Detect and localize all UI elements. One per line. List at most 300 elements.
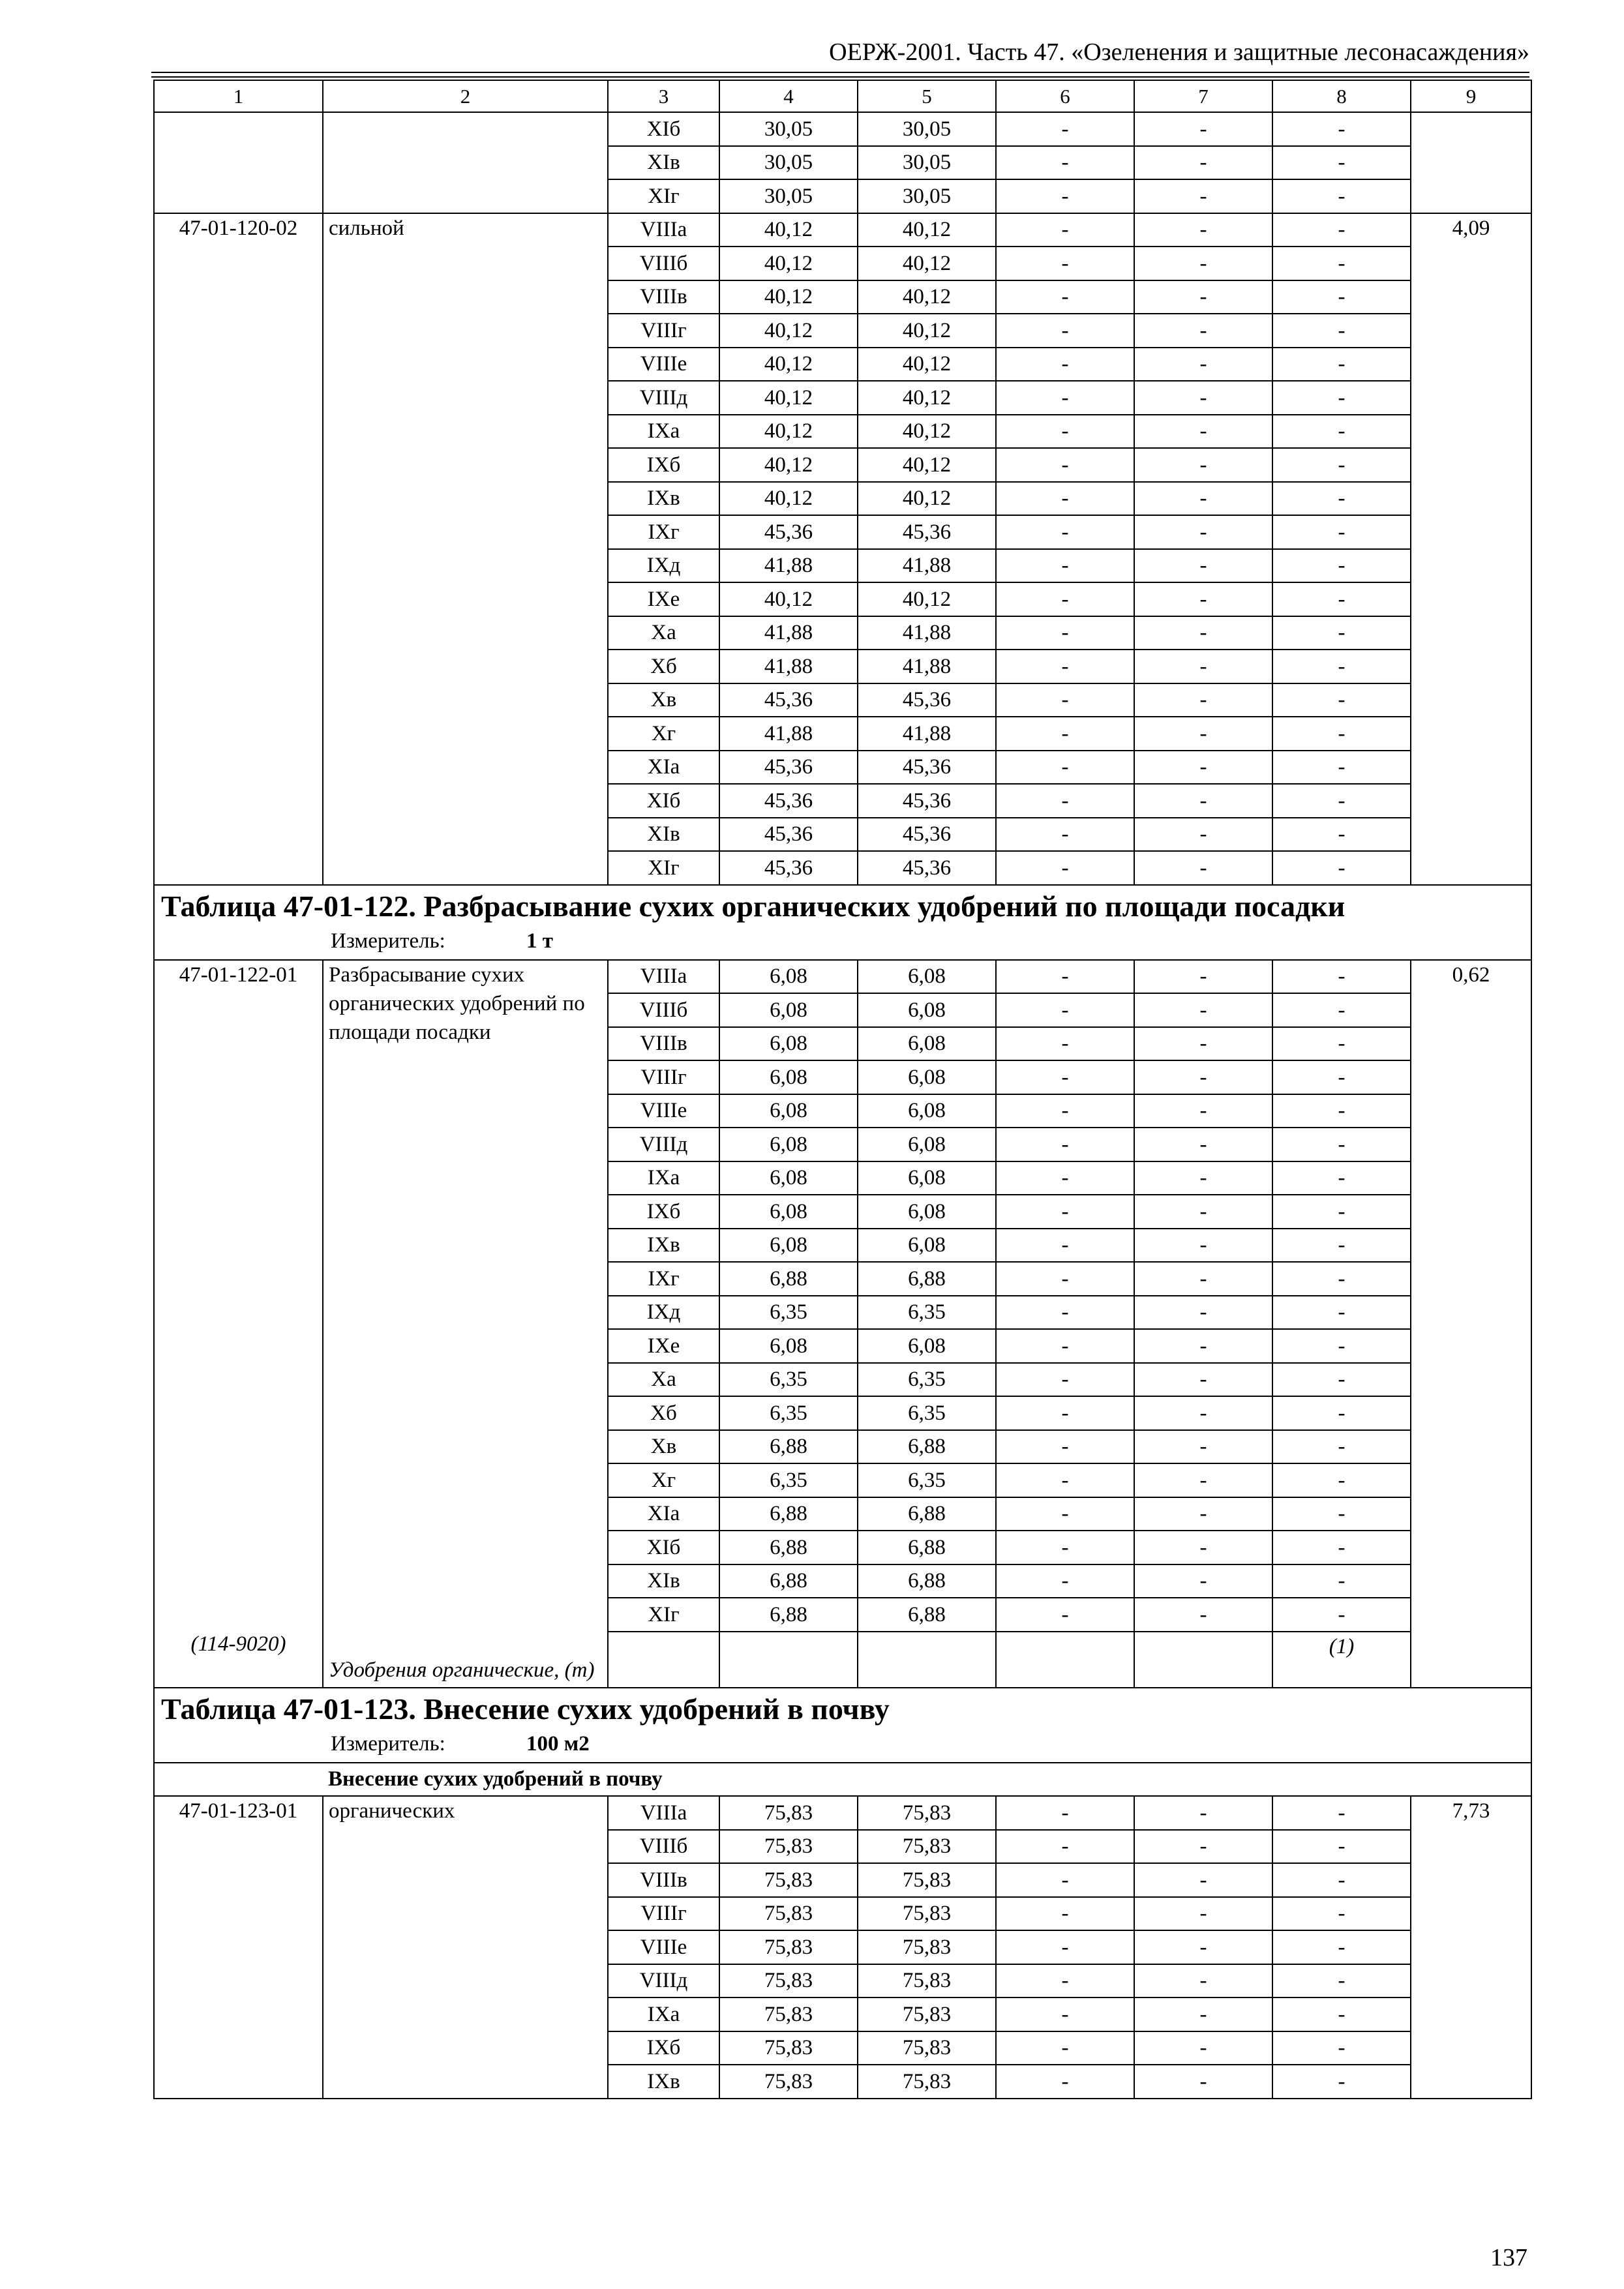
value-cell: 6,88 <box>719 1531 858 1564</box>
value-cell: 30,05 <box>719 146 858 180</box>
zone-cell: XIв <box>608 146 719 180</box>
value-cell: - <box>996 549 1134 583</box>
value-cell: 40,12 <box>858 582 996 616</box>
value-cell: - <box>1134 582 1272 616</box>
zone-cell: IXб <box>608 2031 719 2065</box>
value-cell: - <box>1272 717 1411 751</box>
zone-cell: IXг <box>608 515 719 549</box>
column-number: 4 <box>719 80 858 112</box>
value-cell: - <box>1272 348 1411 382</box>
value-cell: - <box>1134 1430 1272 1464</box>
value-cell: - <box>1272 851 1411 885</box>
value-cell: 41,88 <box>719 717 858 751</box>
value-cell: - <box>1134 1329 1272 1363</box>
value-cell: 75,83 <box>858 2065 996 2099</box>
value-cell: - <box>996 683 1134 717</box>
value-cell: 75,83 <box>719 1964 858 1998</box>
resource-value: 0,62 <box>1411 960 1531 1688</box>
value-cell: - <box>996 1531 1134 1564</box>
value-cell: - <box>1134 784 1272 818</box>
header-rule-double <box>151 76 1529 78</box>
norm-description-text: Разбрасывание сухих органических удобрений по площади посадки <box>329 963 585 1044</box>
zone-cell: XIб <box>608 1531 719 1564</box>
value-cell: 40,12 <box>858 348 996 382</box>
value-cell: - <box>996 515 1134 549</box>
value-cell: - <box>1134 1796 1272 1830</box>
column-number: 2 <box>323 80 608 112</box>
value-cell: - <box>1134 314 1272 348</box>
value-cell: 45,36 <box>858 784 996 818</box>
value-cell: 6,08 <box>858 1161 996 1195</box>
value-cell: - <box>996 314 1134 348</box>
value-cell: - <box>1134 1161 1272 1195</box>
value-cell: - <box>996 960 1134 994</box>
value-cell: - <box>996 851 1134 885</box>
norm-code <box>154 112 323 213</box>
value-cell: - <box>1272 1531 1411 1564</box>
value-cell: - <box>1134 2065 1272 2099</box>
norm-description: органических <box>323 1796 608 2099</box>
measure-value: 100 м2 <box>526 1731 590 1756</box>
value-cell: - <box>1272 280 1411 314</box>
value-cell: - <box>996 818 1134 852</box>
value-cell: - <box>1272 1262 1411 1296</box>
zone-cell: Xв <box>608 1430 719 1464</box>
value-cell: 40,12 <box>858 314 996 348</box>
zone-cell: IXе <box>608 1329 719 1363</box>
value-cell: - <box>1134 1930 1272 1964</box>
value-cell: - <box>996 1830 1134 1864</box>
value-cell: 75,83 <box>858 2031 996 2065</box>
value-cell: 75,83 <box>719 1897 858 1931</box>
zone-cell: VIIIв <box>608 1863 719 1897</box>
value-cell: - <box>1134 112 1272 146</box>
value-cell: - <box>996 381 1134 415</box>
subheading-row <box>154 1763 1531 1797</box>
zone-cell: VIIIб <box>608 247 719 280</box>
zone-cell: IXд <box>608 1296 719 1330</box>
norm-code-text: 47-01-122-01 <box>179 963 298 987</box>
value-cell: - <box>996 482 1134 516</box>
zone-cell: VIIIг <box>608 1897 719 1931</box>
value-cell: 40,12 <box>719 280 858 314</box>
value-cell: - <box>1272 1195 1411 1229</box>
table-title-row <box>154 1688 1531 1763</box>
value-cell: - <box>996 112 1134 146</box>
value-cell: - <box>1272 960 1411 994</box>
zone-cell: XIв <box>608 1564 719 1598</box>
value-cell: - <box>1272 448 1411 482</box>
value-cell: 40,12 <box>858 247 996 280</box>
value-cell: - <box>996 1094 1134 1128</box>
table-row <box>154 1796 1531 1830</box>
value-cell: - <box>1272 1363 1411 1397</box>
value-cell: 6,35 <box>719 1463 858 1497</box>
value-cell: 6,08 <box>858 1060 996 1094</box>
value-cell: - <box>1272 482 1411 516</box>
value-cell: 45,36 <box>719 751 858 785</box>
zone-cell: IXб <box>608 1195 719 1229</box>
value-cell: - <box>1272 683 1411 717</box>
value-cell: - <box>996 784 1134 818</box>
value-cell: 30,05 <box>719 112 858 146</box>
value-cell: 40,12 <box>719 247 858 280</box>
resource-description: Удобрения органические, (т) <box>329 1658 595 1682</box>
value-cell: - <box>1272 1863 1411 1897</box>
norm-code <box>154 960 323 1688</box>
value-cell: - <box>996 415 1134 449</box>
value-cell: - <box>1134 1897 1272 1931</box>
column-number: 8 <box>1272 80 1411 112</box>
value-cell: 75,83 <box>719 2031 858 2065</box>
value-cell: - <box>996 1027 1134 1061</box>
value-cell: - <box>1272 247 1411 280</box>
value-cell: 6,35 <box>719 1396 858 1430</box>
value-cell: - <box>996 1296 1134 1330</box>
zone-cell: VIIIе <box>608 1094 719 1128</box>
value-cell: - <box>1134 818 1272 852</box>
value-cell: - <box>1134 960 1272 994</box>
value-cell: - <box>1134 1497 1272 1531</box>
value-cell: - <box>996 1997 1134 2031</box>
value-cell: 40,12 <box>858 448 996 482</box>
value-cell: - <box>996 1463 1134 1497</box>
value-cell: - <box>1272 515 1411 549</box>
value-cell: - <box>1134 1296 1272 1330</box>
column-number: 9 <box>1411 80 1531 112</box>
value-cell: 6,88 <box>858 1262 996 1296</box>
value-cell: - <box>1134 448 1272 482</box>
zone-cell: IXа <box>608 1997 719 2031</box>
measure-label: Измеритель: <box>331 1731 445 1756</box>
zone-cell: IXв <box>608 2065 719 2099</box>
value-cell: 6,88 <box>858 1497 996 1531</box>
resource-code: (114-9020) <box>190 1632 286 1656</box>
column-number: 5 <box>858 80 996 112</box>
zone-cell: VIIIб <box>608 1830 719 1864</box>
value-cell: 6,08 <box>719 1329 858 1363</box>
value-cell: - <box>1272 1497 1411 1531</box>
zone-cell: VIIIв <box>608 280 719 314</box>
value-cell: - <box>1272 1598 1411 1632</box>
value-cell: 75,83 <box>858 1964 996 1998</box>
value-cell: - <box>1134 179 1272 213</box>
zone-cell: Xб <box>608 650 719 683</box>
value-cell: - <box>1272 1430 1411 1464</box>
value-cell: - <box>1272 1564 1411 1598</box>
zone-cell: Xв <box>608 683 719 717</box>
value-cell: - <box>1272 751 1411 785</box>
value-cell: - <box>996 1363 1134 1397</box>
value-cell: 45,36 <box>858 818 996 852</box>
value-cell: 45,36 <box>719 851 858 885</box>
value-cell: 6,08 <box>719 1128 858 1161</box>
value-cell: - <box>1134 482 1272 516</box>
norms-table-body <box>154 80 1531 2099</box>
value-cell: 6,88 <box>858 1430 996 1464</box>
value-cell: - <box>996 2031 1134 2065</box>
value-cell: 45,36 <box>858 851 996 885</box>
header-rule <box>151 72 1529 73</box>
value-cell: 6,08 <box>858 960 996 994</box>
value-cell: - <box>1134 1363 1272 1397</box>
value-cell: 75,83 <box>858 1897 996 1931</box>
zone-cell: IXб <box>608 448 719 482</box>
value-cell: - <box>1134 1094 1272 1128</box>
value-cell: 6,88 <box>719 1598 858 1632</box>
page-header-title: ОЕРЖ-2001. Часть 47. «Озеленения и защитные лесонасаждения» <box>829 38 1529 66</box>
value-cell: 75,83 <box>719 1796 858 1830</box>
value-cell: - <box>1272 146 1411 180</box>
zone-cell: XIг <box>608 851 719 885</box>
column-number: 1 <box>154 80 323 112</box>
value-cell: - <box>1272 650 1411 683</box>
value-cell: - <box>1134 415 1272 449</box>
value-cell: - <box>1272 381 1411 415</box>
zone-cell: IXд <box>608 549 719 583</box>
value-cell: 6,88 <box>858 1598 996 1632</box>
value-cell: 75,83 <box>719 1830 858 1864</box>
value-cell: 40,12 <box>719 213 858 247</box>
value-cell: 40,12 <box>719 381 858 415</box>
value-cell: - <box>996 448 1134 482</box>
value-cell: - <box>996 1161 1134 1195</box>
zone-cell: Xа <box>608 1363 719 1397</box>
norm-description <box>323 960 608 1688</box>
value-cell: 45,36 <box>719 818 858 852</box>
value-cell: - <box>1272 616 1411 650</box>
value-cell: - <box>1134 1997 1272 2031</box>
value-cell: - <box>996 1598 1134 1632</box>
value-cell: 6,08 <box>719 1060 858 1094</box>
value-cell: 41,88 <box>719 549 858 583</box>
value-cell: - <box>1272 1128 1411 1161</box>
value-cell: - <box>996 1128 1134 1161</box>
value-cell: 41,88 <box>719 650 858 683</box>
value-cell: - <box>1134 2031 1272 2065</box>
value-cell: 6,08 <box>719 960 858 994</box>
value-cell: - <box>1134 381 1272 415</box>
value-cell: - <box>996 616 1134 650</box>
value-cell: 40,12 <box>719 482 858 516</box>
value-cell: - <box>996 1060 1134 1094</box>
zone-cell: VIIIд <box>608 1128 719 1161</box>
value-cell: 6,88 <box>858 1564 996 1598</box>
measure-line <box>161 927 553 955</box>
value-cell: 6,08 <box>719 1094 858 1128</box>
value-cell: - <box>996 146 1134 180</box>
value-cell: - <box>1272 2031 1411 2065</box>
value-cell: - <box>996 650 1134 683</box>
value-cell: - <box>996 1863 1134 1897</box>
value-cell: - <box>996 717 1134 751</box>
table-title <box>154 1688 1531 1763</box>
value-cell: 40,12 <box>858 213 996 247</box>
value-cell: - <box>1272 818 1411 852</box>
value-cell: 41,88 <box>858 549 996 583</box>
value-cell: - <box>996 582 1134 616</box>
value-cell: 30,05 <box>858 146 996 180</box>
resource-value <box>1411 112 1531 213</box>
value-cell: 45,36 <box>719 683 858 717</box>
value-cell: - <box>1134 247 1272 280</box>
value-cell: 75,83 <box>719 2065 858 2099</box>
value-cell: 6,88 <box>858 1531 996 1564</box>
empty-cell <box>1134 1632 1272 1688</box>
zone-cell: Xг <box>608 1463 719 1497</box>
value-cell: - <box>1134 1229 1272 1263</box>
value-cell: 6,35 <box>858 1396 996 1430</box>
value-cell: 6,88 <box>719 1430 858 1464</box>
norm-description <box>323 112 608 213</box>
value-cell: 6,35 <box>719 1363 858 1397</box>
value-cell: - <box>1272 314 1411 348</box>
value-cell: 6,35 <box>858 1363 996 1397</box>
value-cell: - <box>1134 348 1272 382</box>
empty-cell <box>996 1632 1134 1688</box>
page-number: 137 <box>1490 2244 1527 2271</box>
value-cell: 40,12 <box>858 280 996 314</box>
value-cell: 75,83 <box>719 1997 858 2031</box>
value-cell: 40,12 <box>858 482 996 516</box>
value-cell: 30,05 <box>719 179 858 213</box>
value-cell: - <box>1272 1796 1411 1830</box>
value-cell: 40,12 <box>719 348 858 382</box>
zone-cell: VIIIб <box>608 993 719 1027</box>
table-title-text: Таблица 47-01-122. Разбрасывание сухих органических удобрений по площади посадки <box>161 889 1346 923</box>
value-cell: - <box>996 1430 1134 1464</box>
value-cell: 30,05 <box>858 179 996 213</box>
zone-cell: Xа <box>608 616 719 650</box>
value-cell: - <box>1134 515 1272 549</box>
value-cell: 6,08 <box>858 1027 996 1061</box>
value-cell: 41,88 <box>719 616 858 650</box>
value-cell: - <box>1272 1964 1411 1998</box>
value-cell: - <box>1272 549 1411 583</box>
value-cell: - <box>1134 1463 1272 1497</box>
value-cell: - <box>996 2065 1134 2099</box>
zone-cell: XIб <box>608 784 719 818</box>
resource-quantity: (1) <box>1272 1632 1411 1688</box>
value-cell: - <box>1134 1396 1272 1430</box>
norms-table <box>153 80 1532 2099</box>
value-cell: 6,08 <box>858 1229 996 1263</box>
value-cell: - <box>996 1195 1134 1229</box>
value-cell: - <box>1134 851 1272 885</box>
measure-value: 1 т <box>526 929 553 953</box>
value-cell: 40,12 <box>858 381 996 415</box>
value-cell: - <box>996 1329 1134 1363</box>
zone-cell: IXв <box>608 1229 719 1263</box>
zone-cell: VIIIе <box>608 348 719 382</box>
value-cell: - <box>1134 683 1272 717</box>
column-number: 6 <box>996 80 1134 112</box>
value-cell: - <box>996 1262 1134 1296</box>
zone-cell: XIв <box>608 818 719 852</box>
value-cell: - <box>1134 717 1272 751</box>
value-cell: 41,88 <box>858 616 996 650</box>
zone-cell: IXе <box>608 582 719 616</box>
zone-cell: VIIIд <box>608 1964 719 1998</box>
value-cell: - <box>1272 2065 1411 2099</box>
value-cell: - <box>1272 213 1411 247</box>
value-cell: 75,83 <box>719 1930 858 1964</box>
value-cell: - <box>996 348 1134 382</box>
zone-cell: XIг <box>608 1598 719 1632</box>
subheading: Внесение сухих удобрений в почву <box>154 1763 1531 1797</box>
value-cell: - <box>996 1396 1134 1430</box>
empty-cell <box>858 1632 996 1688</box>
column-number: 3 <box>608 80 719 112</box>
value-cell: - <box>1134 213 1272 247</box>
value-cell: 6,08 <box>719 1195 858 1229</box>
value-cell: - <box>1134 280 1272 314</box>
table-title-row <box>154 885 1531 960</box>
value-cell: - <box>996 1964 1134 1998</box>
value-cell: 40,12 <box>858 415 996 449</box>
value-cell: - <box>1272 1830 1411 1864</box>
value-cell: - <box>996 247 1134 280</box>
zone-cell: XIа <box>608 1497 719 1531</box>
value-cell: 6,08 <box>858 1128 996 1161</box>
empty-cell <box>719 1632 858 1688</box>
value-cell: - <box>996 993 1134 1027</box>
zone-cell: XIг <box>608 179 719 213</box>
value-cell: 45,36 <box>858 751 996 785</box>
zone-cell: VIIIд <box>608 381 719 415</box>
resource-value: 7,73 <box>1411 1796 1531 2099</box>
value-cell: 75,83 <box>719 1863 858 1897</box>
value-cell: - <box>1134 650 1272 683</box>
value-cell: 6,88 <box>719 1262 858 1296</box>
zone-cell: XIб <box>608 112 719 146</box>
value-cell: - <box>1134 1964 1272 1998</box>
resource-value: 4,09 <box>1411 213 1531 885</box>
value-cell: - <box>1272 179 1411 213</box>
value-cell: - <box>1272 415 1411 449</box>
value-cell: 75,83 <box>858 1997 996 2031</box>
value-cell: - <box>1134 616 1272 650</box>
value-cell: 6,35 <box>858 1296 996 1330</box>
value-cell: - <box>996 1229 1134 1263</box>
value-cell: 6,08 <box>719 1027 858 1061</box>
zone-cell: VIIIа <box>608 213 719 247</box>
value-cell: - <box>1134 993 1272 1027</box>
value-cell: 6,88 <box>719 1564 858 1598</box>
value-cell: 6,08 <box>719 993 858 1027</box>
value-cell: 45,36 <box>858 683 996 717</box>
zone-cell: IXа <box>608 415 719 449</box>
value-cell: 75,83 <box>858 1863 996 1897</box>
zone-cell: XIа <box>608 751 719 785</box>
value-cell: - <box>1272 1161 1411 1195</box>
column-number: 7 <box>1134 80 1272 112</box>
measure-label: Измеритель: <box>331 929 445 953</box>
zone-cell: Xб <box>608 1396 719 1430</box>
zone-cell: VIIIа <box>608 1796 719 1830</box>
norm-code: 47-01-120-02 <box>154 213 323 885</box>
value-cell: - <box>1272 1094 1411 1128</box>
value-cell: - <box>1272 1930 1411 1964</box>
value-cell: 45,36 <box>858 515 996 549</box>
zone-cell: VIIIе <box>608 1930 719 1964</box>
column-number-row <box>154 80 1531 112</box>
value-cell: 40,12 <box>719 448 858 482</box>
zone-cell: Xг <box>608 717 719 751</box>
value-cell: - <box>996 280 1134 314</box>
value-cell: - <box>1272 1229 1411 1263</box>
value-cell: - <box>996 1930 1134 1964</box>
